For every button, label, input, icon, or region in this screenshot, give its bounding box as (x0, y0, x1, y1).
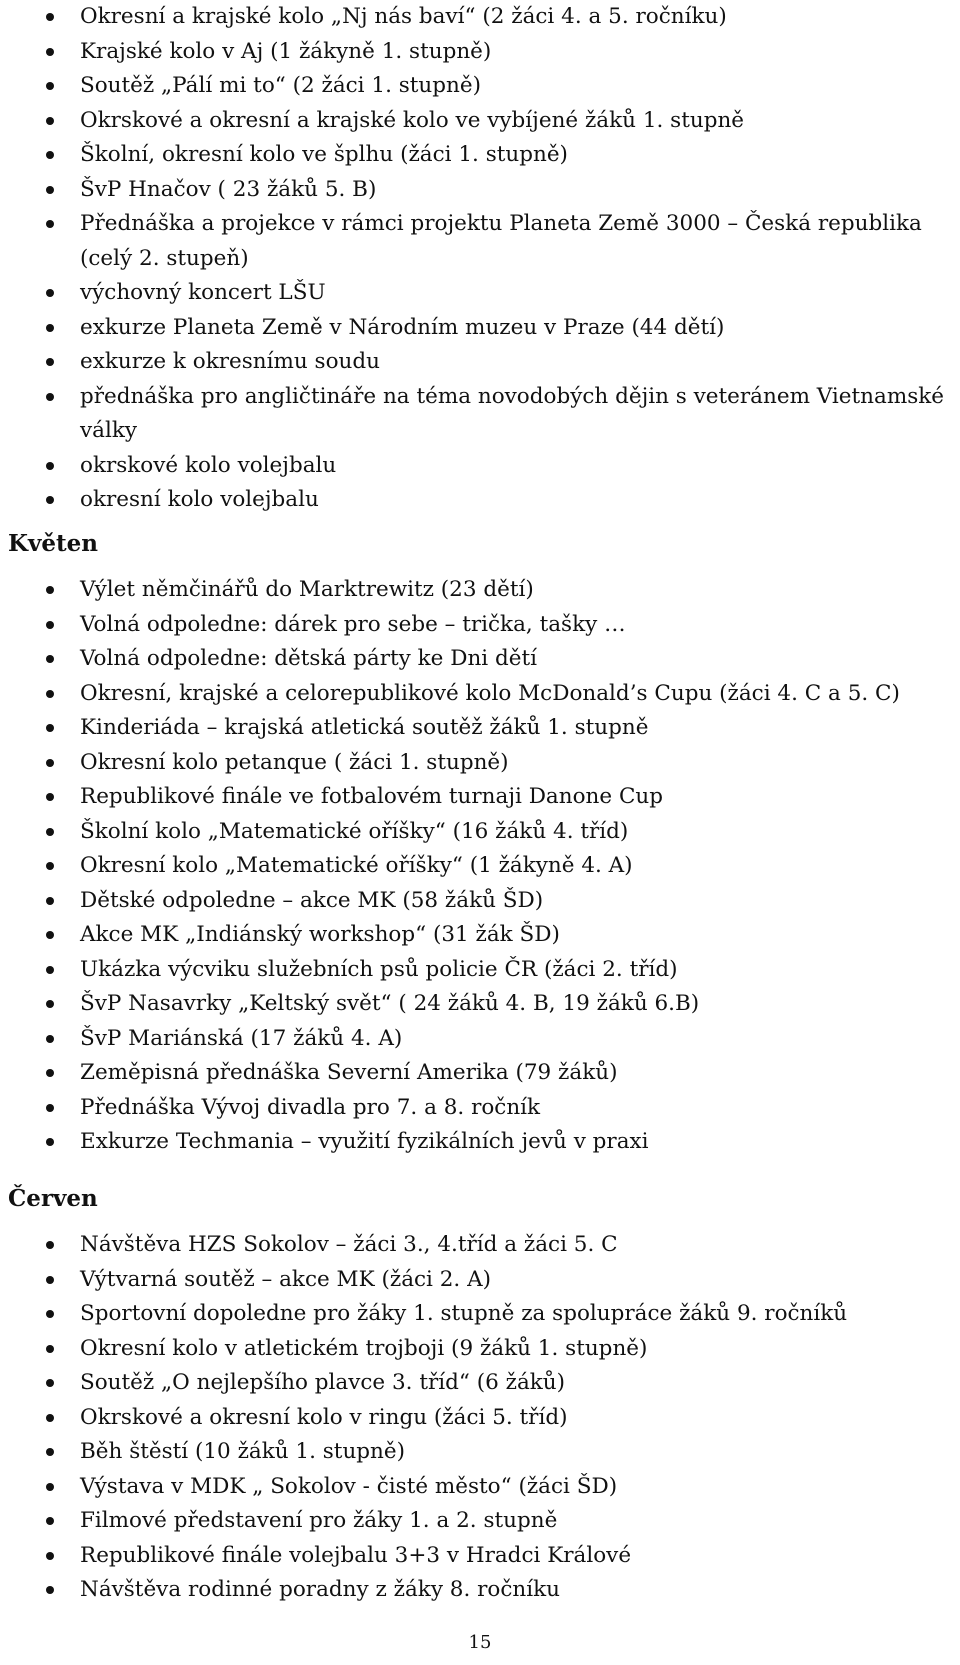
bullet-icon (46, 82, 54, 90)
list-item (0, 345, 960, 380)
list-item-text: Výlet němčinářů do Marktrewitz (23 dětí) (80, 577, 534, 602)
bullet-icon (46, 586, 54, 594)
bullet-icon (46, 1345, 54, 1353)
bullet-icon (46, 1517, 54, 1525)
list-item-text: Okresní kolo petanque ( žáci 1. stupně) (80, 749, 509, 775)
list-item (0, 311, 960, 346)
list-item-text: Okrskové a okresní kolo v ringu (žáci 5. tříd) (80, 1404, 568, 1430)
list-item-text: Kinderiáda – krajská atletická soutěž žáků 1. stupně (80, 715, 649, 740)
list-item-text: okrskové kolo volejbalu (80, 452, 337, 478)
list-item-text: Republikové finále volejbalu 3+3 v Hradci Králové (80, 1542, 632, 1568)
list-item (0, 1470, 960, 1505)
list-item (0, 1573, 960, 1608)
list-item-text: Volná odpoledne: dětská párty ke Dni dětí (80, 646, 538, 671)
list-item-text: ŠvP Hnačov ( 23 žáků 5. B) (80, 176, 377, 202)
page-number: 15 (468, 1632, 492, 1653)
list-item-text: výchovný koncert LŠU (80, 280, 326, 305)
list-item-text: Okresní a krajské kolo „Nj nás baví“ (2 žáci 4. a 5. ročníku) (80, 4, 727, 29)
bullet-icon (46, 655, 54, 663)
list-item-text: Okresní kolo v atletickém trojboji (9 žáků 1. stupně) (80, 1335, 648, 1361)
bullet-icon (46, 931, 54, 939)
bullet-icon (46, 13, 54, 21)
bullet-icon (46, 358, 54, 366)
list-item-text: ŠvP Nasavrky „Keltský svět“ ( 24 žáků 4. B, 19 žáků 6.B) (80, 991, 700, 1016)
bullet-icon (46, 1483, 54, 1491)
list-item-text: Republikové finále ve fotbalovém turnaji Danone Cup (80, 784, 664, 809)
bullet-icon (46, 186, 54, 194)
list-item (0, 573, 960, 608)
list-item (0, 1435, 960, 1470)
list-item (0, 483, 960, 518)
list-item (0, 642, 960, 677)
bullet-icon (46, 1276, 54, 1284)
activity-list-april (0, 0, 960, 518)
list-item-text: Dětské odpoledne – akce MK (58 žáků ŠD) (80, 887, 544, 913)
list-item (0, 849, 960, 884)
activity-list-may (0, 573, 960, 1160)
bullet-icon (46, 1035, 54, 1043)
list-item (0, 1228, 960, 1263)
bullet-icon (46, 897, 54, 905)
list-item (0, 953, 960, 988)
list-item (0, 780, 960, 815)
list-item-text: ŠvP Mariánská (17 žáků 4. A) (80, 1025, 403, 1051)
list-item-text: Běh štěstí (10 žáků 1. stupně) (80, 1439, 406, 1464)
list-item-text: Přednáška a projekce v rámci projektu Planeta Země 3000 – Česká republika (celý 2. stupeň) (80, 211, 922, 271)
bullet-icon (46, 759, 54, 767)
list-item (0, 1091, 960, 1126)
list-item-text: Okresní kolo „Matematické oříšky“ (1 žákyně 4. A) (80, 853, 633, 878)
list-item-text: přednáška pro angličtináře na téma novodobých dějin s veteránem Vietnamské války (80, 383, 945, 443)
list-item-text: Soutěž „O nejlepšího plavce 3. tříd“ (6 žáků) (80, 1370, 566, 1395)
list-item-text: Výtvarná soutěž – akce MK (žáci 2. A) (80, 1266, 492, 1292)
bullet-icon (46, 393, 54, 401)
list-item (0, 449, 960, 484)
list-item (0, 1539, 960, 1574)
bullet-icon (46, 496, 54, 504)
bullet-icon (46, 462, 54, 470)
bullet-icon (46, 1069, 54, 1077)
list-item (0, 1125, 960, 1160)
list-item (0, 1297, 960, 1332)
bullet-icon (46, 966, 54, 974)
bullet-icon (46, 151, 54, 159)
bullet-icon (46, 48, 54, 56)
list-item (0, 138, 960, 173)
list-item-text: Exkurze Techmania – využití fyzikálních jevů v praxi (80, 1129, 649, 1154)
bullet-icon (46, 1379, 54, 1387)
list-item-text: Školní, okresní kolo ve šplhu (žáci 1. stupně) (80, 142, 568, 167)
bullet-icon (46, 1586, 54, 1594)
list-item-text: Výstava v MDK „ Sokolov - čisté město“ (žáci ŠD) (80, 1473, 618, 1499)
list-item-text: Návštěva HZS Sokolov – žáci 3., 4.tříd a žáci 5. C (80, 1232, 618, 1257)
section-heading-may: Květen (8, 530, 98, 557)
list-item (0, 918, 960, 953)
list-item-text: exkurze k okresnímu soudu (80, 349, 380, 374)
list-item-text: Krajské kolo v Aj (1 žákyně 1. stupně) (80, 38, 492, 64)
list-item (0, 1056, 960, 1091)
list-item-text: Ukázka výcviku služebních psů policie ČR (žáci 2. tříd) (80, 956, 678, 982)
bullet-icon (46, 324, 54, 332)
list-item-text: Akce MK „Indiánský workshop“ (31 žák ŠD) (80, 922, 560, 947)
bullet-icon (46, 1414, 54, 1422)
bullet-icon (46, 1000, 54, 1008)
list-item (0, 1401, 960, 1436)
list-item-text: Volná odpoledne: dárek pro sebe – trička, tašky … (80, 611, 626, 637)
bullet-icon (46, 1448, 54, 1456)
list-item-text: Okrskové a okresní a krajské kolo ve vybíjené žáků 1. stupně (80, 107, 745, 133)
list-item-text: okresní kolo volejbalu (80, 487, 319, 512)
list-item-text: Přednáška Vývoj divadla pro 7. a 8. ročník (80, 1094, 541, 1120)
bullet-icon (46, 220, 54, 228)
list-item-text: Návštěva rodinné poradny z žáky 8. ročníku (80, 1577, 561, 1602)
list-item (0, 746, 960, 781)
section-heading-june: Červen (8, 1185, 98, 1212)
list-item (0, 1504, 960, 1539)
bullet-icon (46, 793, 54, 801)
bullet-icon (46, 1552, 54, 1560)
list-item-text: Školní kolo „Matematické oříšky“ (16 žáků 4. tříd) (80, 818, 629, 844)
list-item (0, 276, 960, 311)
list-item-text: Sportovní dopoledne pro žáky 1. stupně za spolupráce žáků 9. ročníků (80, 1301, 848, 1326)
bullet-icon (46, 1104, 54, 1112)
list-item (0, 173, 960, 208)
list-item (0, 987, 960, 1022)
list-item-text: exkurze Planeta Země v Národním muzeu v Praze (44 dětí) (80, 314, 725, 340)
bullet-icon (46, 828, 54, 836)
list-item (0, 815, 960, 850)
list-item (0, 1366, 960, 1401)
list-item (0, 0, 960, 35)
list-item (0, 884, 960, 919)
list-item-text: Okresní, krajské a celorepublikové kolo McDonald’s Cupu (žáci 4. C a 5. C) (80, 680, 900, 706)
list-item (0, 69, 960, 104)
bullet-icon (46, 621, 54, 629)
list-item (0, 677, 960, 712)
activity-list-june (0, 1228, 960, 1608)
list-item-text: Zeměpisná přednáška Severní Amerika (79 žáků) (80, 1060, 618, 1085)
bullet-icon (46, 1138, 54, 1146)
bullet-icon (46, 117, 54, 125)
list-item (0, 207, 960, 276)
list-item (0, 1022, 960, 1057)
list-item (0, 35, 960, 70)
list-item-text: Soutěž „Pálí mi to“ (2 žáci 1. stupně) (80, 73, 481, 98)
bullet-icon (46, 690, 54, 698)
list-item (0, 380, 960, 449)
list-item (0, 104, 960, 139)
bullet-icon (46, 289, 54, 297)
list-item (0, 711, 960, 746)
bullet-icon (46, 724, 54, 732)
list-item (0, 1263, 960, 1298)
list-item (0, 608, 960, 643)
bullet-icon (46, 862, 54, 870)
list-item-text: Filmové představení pro žáky 1. a 2. stupně (80, 1508, 558, 1533)
list-item (0, 1332, 960, 1367)
bullet-icon (46, 1310, 54, 1318)
bullet-icon (46, 1241, 54, 1249)
